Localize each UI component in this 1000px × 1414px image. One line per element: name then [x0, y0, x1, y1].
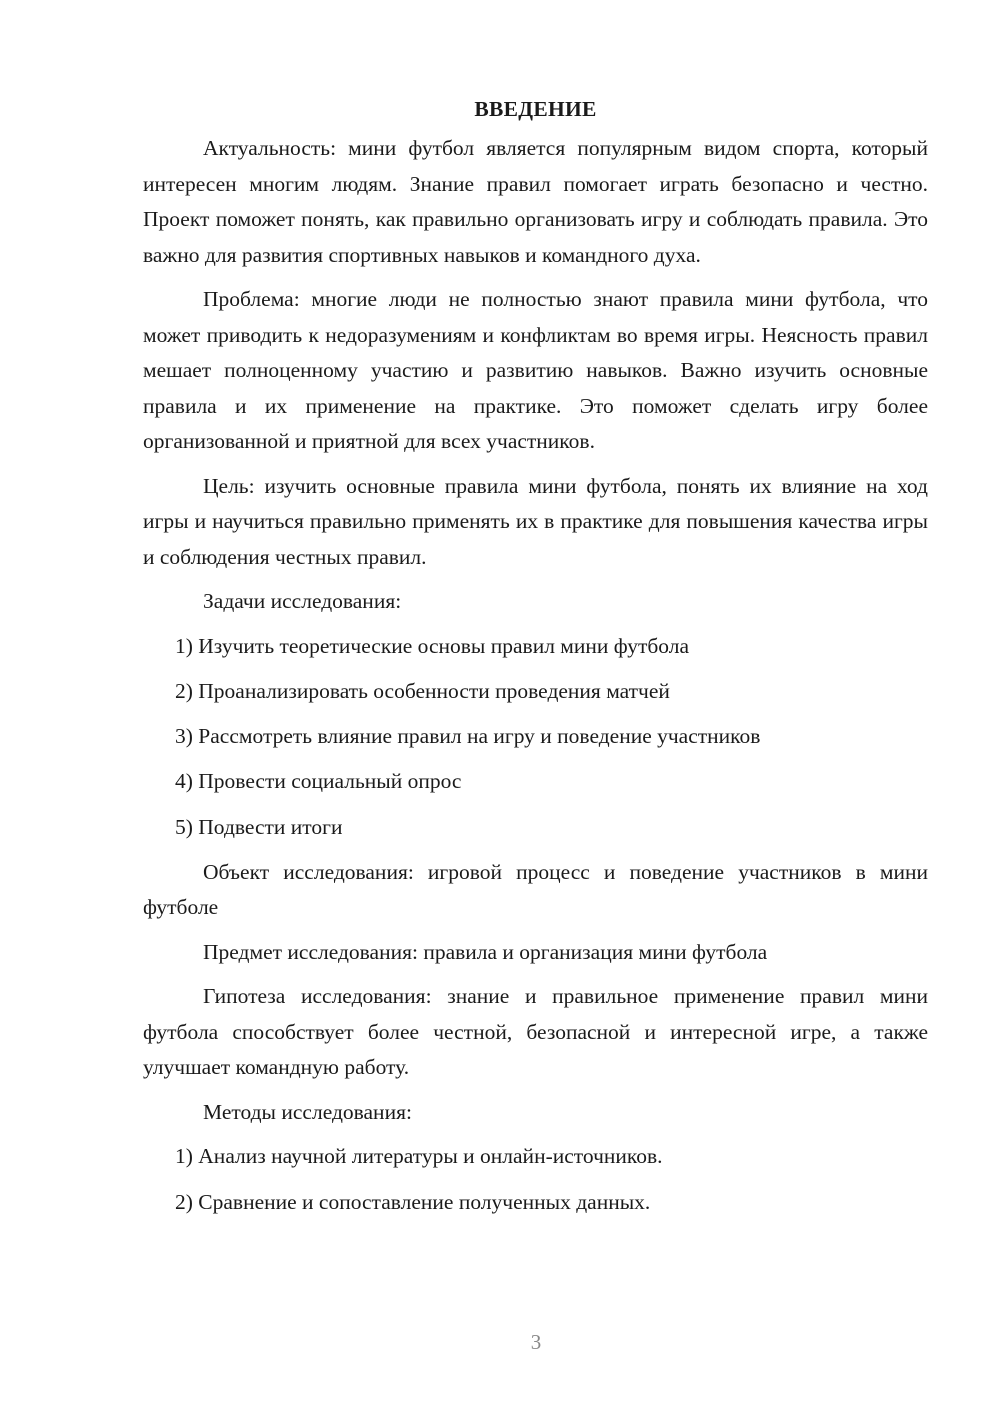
- method-item: 2) Сравнение и сопоставление полученных данных.: [175, 1189, 651, 1214]
- hypothesis-paragraph: Гипотеза исследования: знание и правильное применение правил мини футбола способствует более честной, безопасной и интересной игре, а также улучшает командную работу.: [143, 984, 928, 1080]
- task-item: 2) Проанализировать особенности проведения матчей: [175, 678, 670, 703]
- subject-paragraph: Предмет исследования: правила и организация мини футбола: [203, 939, 768, 964]
- task-item: 4) Провести социальный опрос: [175, 769, 462, 794]
- problem-paragraph: Проблема: многие люди не полностью знают правила мини футбола, что может приводить к недоразумениям и конфликтам во время игры. Неясность правил мешает полноценному участию и развитию навыков. Важно изучить основные правила и их применение на практике. Это поможет сделать игру более организованной и приятной для всех участников.: [143, 287, 928, 453]
- section-title: ВВЕДЕНИЕ: [474, 97, 597, 121]
- tasks-heading: Задачи исследования:: [203, 589, 402, 613]
- relevance-paragraph: Актуальность: мини футбол является популярным видом спорта, который интересен многим людям. Знание правил помогает играть безопасно и честно. Проект поможет понять, как правильно организовать игру и соблюдать правила. Это важно для развития спортивных навыков и командного духа.: [143, 136, 928, 267]
- object-paragraph: Объект исследования: игровой процесс и поведение участников в мини футболе: [143, 859, 928, 920]
- goal-paragraph: Цель: изучить основные правила мини футбола, понять их влияние на ход игры и научиться правильно применять их в практике для повышения качества игры и соблюдения честных правил.: [143, 473, 928, 569]
- methods-heading: Методы исследования:: [203, 1099, 412, 1124]
- task-item: 3) Рассмотреть влияние правил на игру и поведение участников: [175, 724, 761, 749]
- page-number: 3: [530, 1330, 542, 1354]
- task-item: 1) Изучить теоретические основы правил мини футбола: [175, 633, 690, 658]
- document-page: [143, 92, 928, 1230]
- task-item: 5) Подвести итоги: [175, 814, 343, 839]
- method-item: 1) Анализ научной литературы и онлайн-источников.: [175, 1144, 663, 1169]
